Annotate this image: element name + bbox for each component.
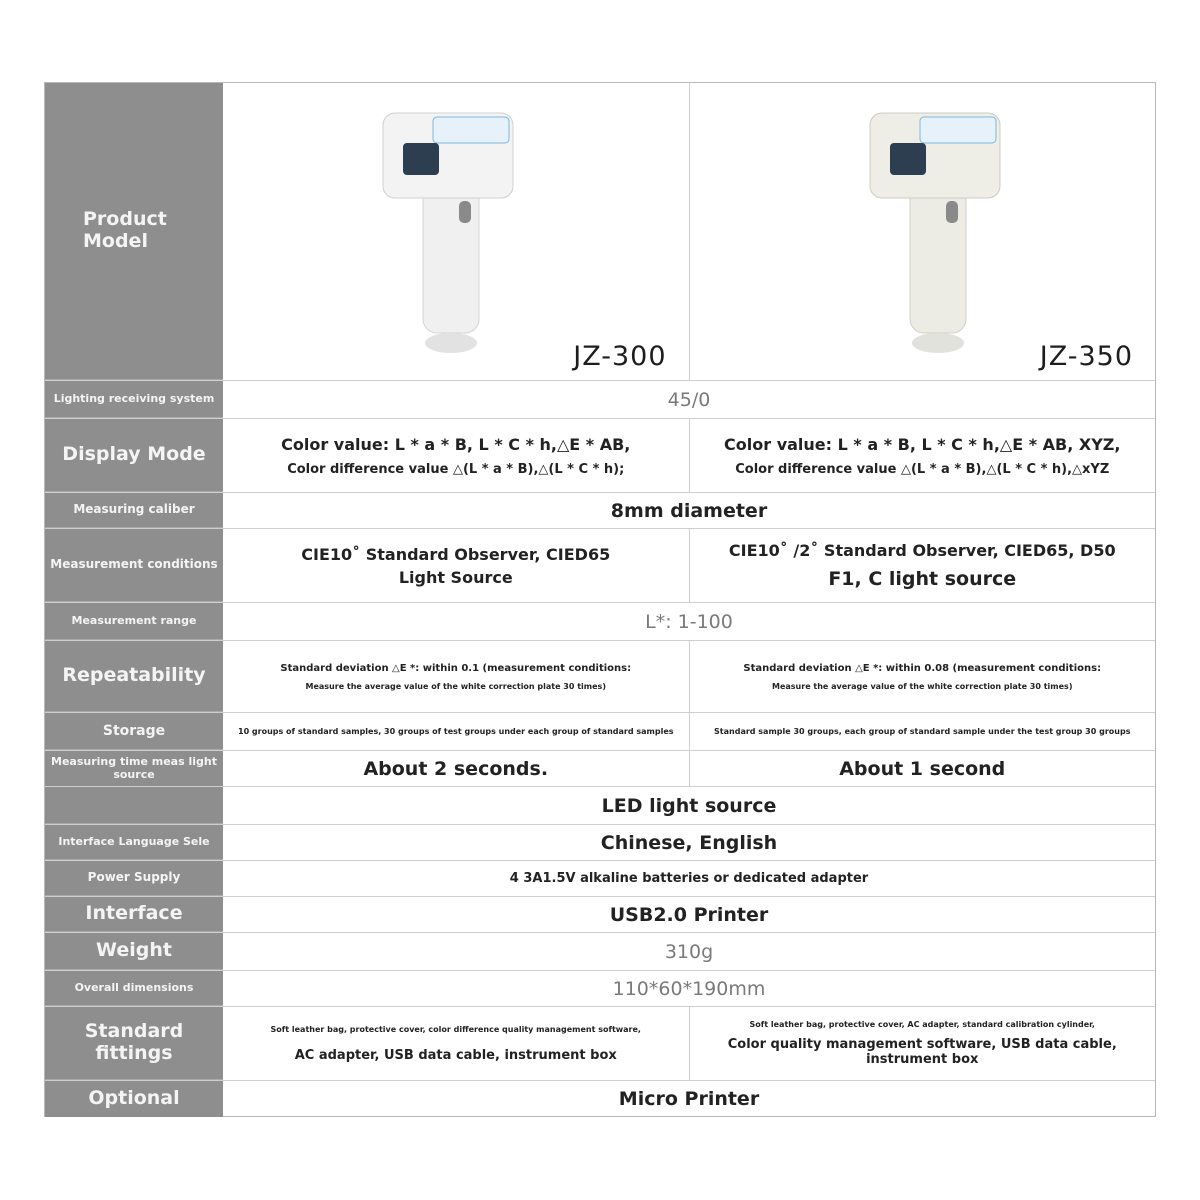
row-power [45, 861, 1155, 897]
row-display-mode [45, 419, 1155, 493]
spec-table [44, 82, 1156, 1117]
colorimeter-device-icon [363, 103, 523, 363]
label-dimensions: Overall dimensions [45, 971, 223, 1006]
display-mode-jz350-line2: Color difference value △(L * a * B),△(L * C * h),△xYZ [735, 461, 1110, 477]
label-repeatability: Repeatability [45, 641, 223, 712]
row-measuring-time [45, 751, 1155, 787]
measuring-time-jz350: About 1 second [689, 751, 1156, 786]
label-measuring-time: Measuring time meas light source [45, 751, 223, 786]
measuring-time-jz300: About 2 seconds. [363, 757, 549, 780]
storage-jz300: 10 groups of standard samples, 30 groups of test groups under each group of standard samples [238, 727, 674, 736]
value-weight: 310g [664, 940, 714, 963]
fittings-jz350-line2: Color quality management software, USB data cable, instrument box [727, 1037, 1117, 1067]
label-lighting: Lighting receiving system [45, 381, 223, 418]
fittings-jz300-line1: Soft leather bag, protective cover, color difference quality management software, [270, 1024, 641, 1034]
row-caliber [45, 493, 1155, 529]
label-conditions: Measurement conditions [45, 529, 223, 602]
display-mode-jz350-line1: Color value: L * a * B, L * C * h,△E * AB, XYZ, [724, 434, 1121, 454]
fittings-jz350-line1: Soft leather bag, protective cover, AC adapter, standard calibration cylinder, [749, 1020, 1095, 1029]
value-lighting: 45/0 [667, 388, 711, 411]
label-caliber: Measuring caliber [45, 493, 223, 528]
conditions-jz300 [223, 529, 689, 602]
row-interface [45, 897, 1155, 933]
label-language: Interface Language Sele [45, 825, 223, 860]
colorimeter-device-icon [850, 103, 1010, 363]
value-interface: USB2.0 Printer [609, 903, 769, 926]
row-language [45, 825, 1155, 861]
value-optional: Micro Printer [618, 1088, 760, 1110]
model-name-jz300: JZ-300 [573, 341, 667, 372]
repeatability-jz300-line2: Measure the average value of the white correction plate 30 times) [305, 681, 606, 691]
row-product-model [45, 83, 1155, 381]
value-power: 4 3A1.5V alkaline batteries or dedicated adapter [509, 871, 869, 886]
row-lighting [45, 381, 1155, 419]
fittings-jz300-line2: AC adapter, USB data cable, instrument box [294, 1047, 617, 1063]
storage-jz350: Standard sample 30 groups, each group of standard sample under the test group 30 groups [689, 713, 1156, 750]
label-storage: Storage [45, 713, 223, 750]
row-optional [45, 1081, 1155, 1117]
conditions-jz350-line1: CIE10˚ /2˚ Standard Observer, CIED65, D50 [728, 541, 1116, 560]
value-range: L*: 1-100 [645, 610, 733, 633]
row-conditions [45, 529, 1155, 603]
conditions-jz350-line2: F1, C light source [828, 568, 1017, 590]
fittings-jz350 [689, 1007, 1156, 1080]
label-product-model: Product Model [45, 83, 223, 380]
repeatability-jz350 [689, 641, 1156, 712]
row-dimensions [45, 971, 1155, 1007]
model-cell-jz350 [689, 83, 1156, 380]
repeatability-jz350-line1: Standard deviation △E *: within 0.08 (measurement conditions: [743, 662, 1102, 674]
model-cell-jz300 [223, 83, 689, 380]
display-mode-jz350 [689, 419, 1156, 492]
display-mode-jz300-line1: Color value: L * a * B, L * C * h,△E * AB, [281, 434, 631, 454]
value-light-source: LED light source [601, 794, 777, 817]
value-caliber: 8mm diameter [610, 499, 768, 522]
label-display-mode: Display Mode [45, 419, 223, 492]
row-storage [45, 713, 1155, 751]
repeatability-jz300 [223, 641, 689, 712]
fittings-jz300 [223, 1007, 689, 1080]
display-mode-jz300-line2: Color difference value △(L * a * B),△(L * C * h); [287, 461, 625, 477]
row-weight [45, 933, 1155, 971]
label-optional: Optional [45, 1081, 223, 1117]
label-interface: Interface [45, 897, 223, 932]
label-weight: Weight [45, 933, 223, 970]
conditions-jz300-line1: CIE10˚ Standard Observer, CIED65 [301, 544, 611, 564]
row-light-source [45, 787, 1155, 825]
row-range [45, 603, 1155, 641]
repeatability-jz350-line2: Measure the average value of the white correction plate 30 times) [772, 681, 1073, 691]
label-fittings: Standard fittings [45, 1007, 223, 1080]
label-range: Measurement range [45, 603, 223, 640]
conditions-jz350 [689, 529, 1156, 602]
value-language: Chinese, English [600, 831, 778, 854]
repeatability-jz300-line1: Standard deviation △E *: within 0.1 (measurement conditions: [280, 662, 632, 674]
conditions-jz300-line2: Light Source [398, 567, 513, 587]
label-power: Power Supply [45, 861, 223, 896]
display-mode-jz300 [223, 419, 689, 492]
row-repeatability [45, 641, 1155, 713]
model-name-jz350: JZ-350 [1039, 341, 1133, 372]
value-dimensions: 110*60*190mm [612, 977, 766, 1000]
label-light-source [45, 787, 223, 824]
row-fittings [45, 1007, 1155, 1081]
